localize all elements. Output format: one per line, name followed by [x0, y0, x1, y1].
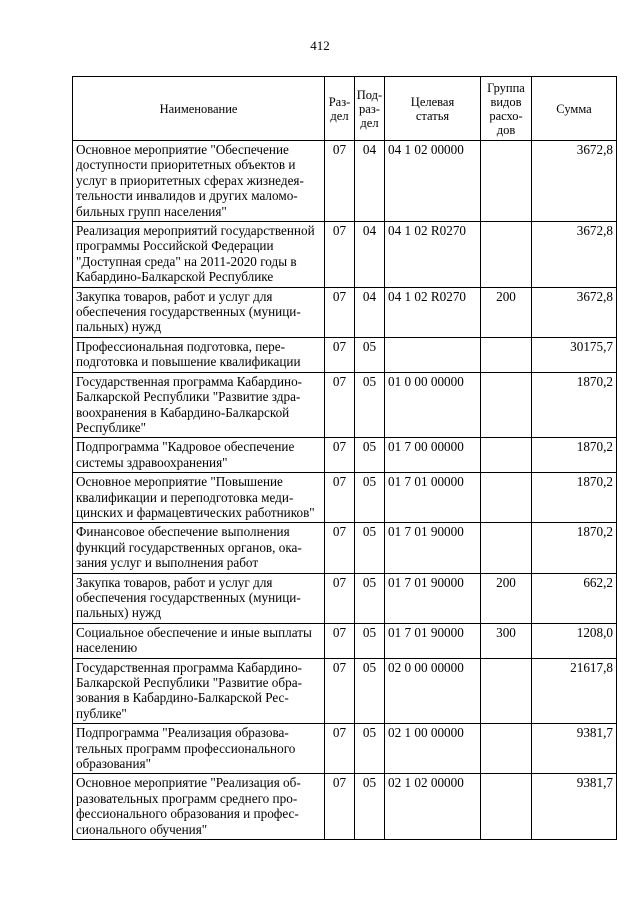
table-row — [73, 372, 617, 438]
row-name: Социальное обеспечение и иные выплаты населению — [73, 623, 325, 658]
header-subsection: Под- раз- дел — [355, 77, 385, 141]
row-target-article: 02 1 00 00000 — [385, 724, 481, 774]
row-amount: 9381,7 — [532, 724, 617, 774]
table-row — [73, 573, 617, 623]
table-row — [73, 724, 617, 774]
row-expense-group — [481, 473, 532, 523]
row-expense-group — [481, 523, 532, 573]
table-row — [73, 473, 617, 523]
table-body — [73, 141, 617, 840]
row-section: 07 — [325, 222, 355, 288]
row-target-article — [385, 337, 481, 372]
row-name: Финансовое обеспечение выполнения функций государственных органов, оказания услуг и выполнения работ — [73, 523, 325, 573]
row-subsection: 05 — [355, 774, 385, 840]
table-row — [73, 438, 617, 473]
budget-table — [72, 76, 617, 840]
row-subsection: 05 — [355, 438, 385, 473]
row-section: 07 — [325, 724, 355, 774]
page-number: 412 — [310, 38, 330, 53]
row-subsection: 05 — [355, 523, 385, 573]
header-section: Раз- дел — [325, 77, 355, 141]
row-section: 07 — [325, 658, 355, 724]
row-target-article: 04 1 02 R0270 — [385, 222, 481, 288]
row-name: Основное мероприятие "Обеспечение доступности приоритетных объектов и услуг в приоритетных сферах жизнедеятельности инвалидов и других маломобильных групп населения" — [73, 141, 325, 222]
row-expense-group: 300 — [481, 623, 532, 658]
row-name: Профессиональная подготовка, переподготовка и повышение квалификации — [73, 337, 325, 372]
row-subsection: 05 — [355, 473, 385, 523]
row-target-article: 01 7 00 00000 — [385, 438, 481, 473]
row-expense-group — [481, 222, 532, 288]
row-expense-group: 200 — [481, 573, 532, 623]
row-section: 07 — [325, 473, 355, 523]
row-amount: 1870,2 — [532, 523, 617, 573]
row-target-article: 02 1 02 00000 — [385, 774, 481, 840]
row-target-article: 01 0 00 00000 — [385, 372, 481, 438]
header-target-article: Целевая статья — [385, 77, 481, 141]
table-row — [73, 774, 617, 840]
row-amount: 1870,2 — [532, 438, 617, 473]
row-amount: 1208,0 — [532, 623, 617, 658]
row-target-article: 01 7 01 90000 — [385, 523, 481, 573]
row-subsection: 05 — [355, 573, 385, 623]
row-amount: 9381,7 — [532, 774, 617, 840]
row-section: 07 — [325, 141, 355, 222]
row-section: 07 — [325, 287, 355, 337]
row-section: 07 — [325, 774, 355, 840]
row-section: 07 — [325, 523, 355, 573]
row-name: Основное мероприятие "Реализация образовательных программ среднего профессионального образования и профессионального обучения" — [73, 774, 325, 840]
row-subsection: 05 — [355, 658, 385, 724]
row-amount: 3672,8 — [532, 287, 617, 337]
row-name: Реализация мероприятий государственной программы Российской Федерации "Доступная среда" на 2011-2020 годы в Кабардино-Балкарской Республике — [73, 222, 325, 288]
table-row — [73, 337, 617, 372]
header-name: Наименование — [73, 77, 325, 141]
row-subsection: 04 — [355, 287, 385, 337]
row-amount: 1870,2 — [532, 473, 617, 523]
row-subsection: 04 — [355, 141, 385, 222]
row-target-article: 01 7 01 90000 — [385, 623, 481, 658]
row-name: Основное мероприятие "Повышение квалификации и переподготовка медицинских и фармацевтических работников" — [73, 473, 325, 523]
row-name: Государственная программа Кабардино-Балкарской Республики "Развитие образования в Кабардино-Балкарской Республике" — [73, 658, 325, 724]
row-target-article: 02 0 00 00000 — [385, 658, 481, 724]
row-expense-group — [481, 658, 532, 724]
row-subsection: 04 — [355, 222, 385, 288]
row-name: Подпрограмма "Реализация образовательных программ профессионального образования" — [73, 724, 325, 774]
table-row — [73, 222, 617, 288]
row-amount: 1870,2 — [532, 372, 617, 438]
row-section: 07 — [325, 438, 355, 473]
row-name: Государственная программа Кабардино-Балкарской Республики "Развитие здравоохранения в Кабардино-Балкарской Республике" — [73, 372, 325, 438]
row-section: 07 — [325, 623, 355, 658]
row-name: Подпрограмма "Кадровое обеспечение системы здравоохранения" — [73, 438, 325, 473]
table-header — [73, 77, 617, 141]
row-name: Закупка товаров, работ и услуг для обеспечения государственных (муниципальных) нужд — [73, 573, 325, 623]
row-expense-group — [481, 774, 532, 840]
row-target-article: 04 1 02 R0270 — [385, 287, 481, 337]
table-row — [73, 141, 617, 222]
row-section: 07 — [325, 337, 355, 372]
row-subsection: 05 — [355, 724, 385, 774]
row-expense-group — [481, 438, 532, 473]
row-target-article: 04 1 02 00000 — [385, 141, 481, 222]
row-subsection: 05 — [355, 372, 385, 438]
row-target-article: 01 7 01 00000 — [385, 473, 481, 523]
row-amount: 3672,8 — [532, 222, 617, 288]
table-row — [73, 287, 617, 337]
table-row — [73, 523, 617, 573]
row-subsection: 05 — [355, 623, 385, 658]
row-amount: 3672,8 — [532, 141, 617, 222]
header-amount: Сумма — [532, 77, 617, 141]
row-expense-group — [481, 724, 532, 774]
row-section: 07 — [325, 573, 355, 623]
row-amount: 662,2 — [532, 573, 617, 623]
row-subsection: 05 — [355, 337, 385, 372]
table-row — [73, 623, 617, 658]
row-expense-group — [481, 141, 532, 222]
row-expense-group: 200 — [481, 287, 532, 337]
row-name: Закупка товаров, работ и услуг для обеспечения государственных (муниципальных) нужд — [73, 287, 325, 337]
row-amount: 21617,8 — [532, 658, 617, 724]
table-row — [73, 658, 617, 724]
row-section: 07 — [325, 372, 355, 438]
row-target-article: 01 7 01 90000 — [385, 573, 481, 623]
header-expense-group: Группа видов расхо- дов — [481, 77, 532, 141]
row-expense-group — [481, 337, 532, 372]
row-amount: 30175,7 — [532, 337, 617, 372]
row-expense-group — [481, 372, 532, 438]
